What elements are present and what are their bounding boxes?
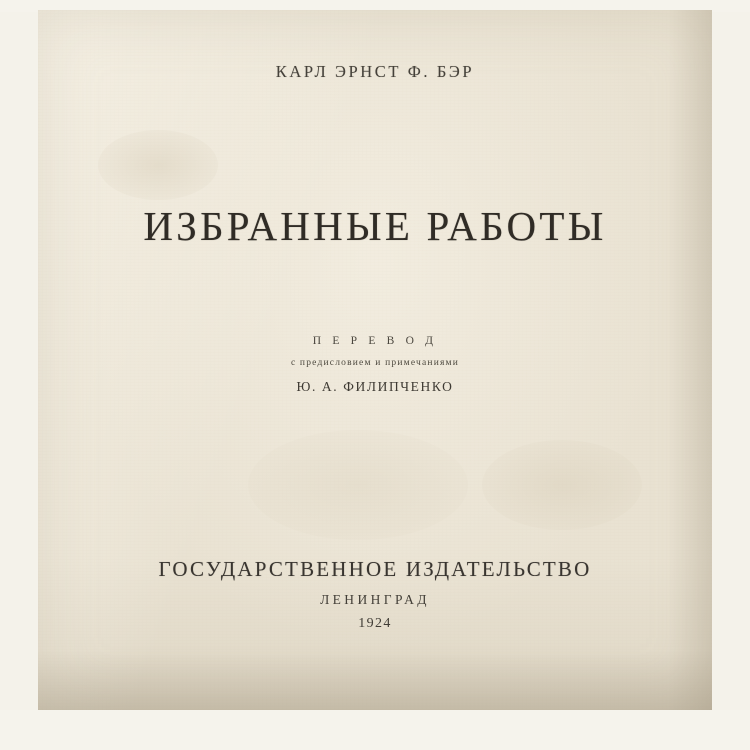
scan-margin-bottom	[0, 710, 750, 750]
publication-city: ЛЕНИНГРАД	[320, 592, 430, 607]
author-name: КАРЛ ЭРНСТ Ф. БЭР	[275, 62, 475, 81]
imprint-block	[38, 557, 712, 632]
scan-margin-left	[0, 0, 40, 750]
scan-margin-right	[710, 0, 750, 750]
title-page-content	[38, 10, 712, 710]
translator-name: Ю. А. ФИЛИПЧЕНКО	[296, 379, 454, 394]
publication-year: 1924	[358, 616, 392, 631]
translation-label: П Е Р Е В О Д	[312, 335, 438, 347]
translation-credit-block	[38, 335, 712, 395]
book-title: ИЗБРАННЫЕ РАБОТЫ	[143, 203, 607, 249]
publisher-name: ГОСУДАРСТВЕННОЕ ИЗДАТЕЛЬСТВО	[158, 557, 592, 581]
book-title-page	[38, 10, 712, 710]
translation-note: с предисловием и примечаниями	[290, 358, 460, 368]
